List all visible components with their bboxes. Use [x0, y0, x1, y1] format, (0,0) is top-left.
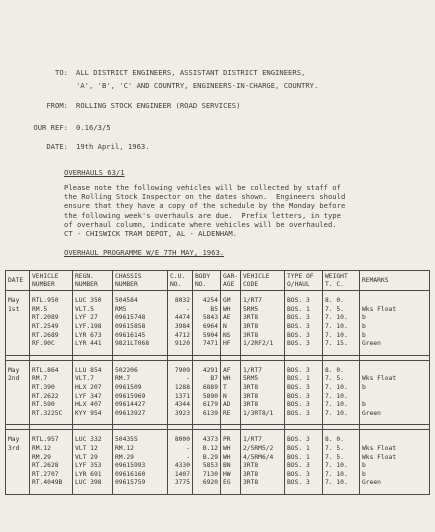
- col-header-body-no: BODY NO.: [193, 271, 221, 291]
- regn-number-value: LYR 691: [75, 470, 102, 478]
- cu-no-value: -: [186, 444, 190, 452]
- vehicle-code-cell: [241, 430, 285, 495]
- from-value: ROLLING STOCK ENGINEER (ROAD SERVICES): [76, 101, 241, 110]
- garage-value: EG: [223, 479, 231, 487]
- vehicle-number-value: RT.2628: [32, 462, 59, 470]
- type-of-ohaul-value: BOS. 3: [287, 297, 310, 305]
- vehicle-code-value: 3RT8: [243, 322, 259, 330]
- regn-number-value: LYF 347: [75, 392, 102, 400]
- garage-value: T: [223, 383, 227, 391]
- remarks-cell: [360, 430, 430, 495]
- garage-value: WH: [223, 444, 231, 452]
- date-text: May: [8, 436, 20, 444]
- vehicle-code-value: 3RT8: [243, 383, 259, 391]
- vehicle-number-value: RM.7: [32, 375, 48, 383]
- remarks-value: Green: [362, 409, 381, 417]
- vehicle-number-value: RT.4049B: [32, 479, 63, 487]
- chassis-number-value: 504355: [115, 436, 138, 444]
- date-cell: [6, 360, 30, 425]
- col-header-remarks: REMARKS: [360, 271, 430, 291]
- cu-no-value: 1371: [174, 392, 190, 400]
- cu-no-cell: [168, 360, 193, 425]
- date-label: DATE:: [46, 142, 68, 151]
- body-no-value: 5853: [202, 462, 218, 470]
- vehicle-number-value: RT.2689: [32, 331, 59, 339]
- regn-number-value: LYF.198: [75, 322, 102, 330]
- cu-no-value: 9120: [174, 340, 190, 348]
- vehicle-number-value: RT.2549: [32, 322, 59, 330]
- date-text: 3rd: [8, 444, 20, 452]
- garage-cell: [221, 430, 241, 495]
- notice-paragraph: [64, 183, 399, 238]
- notice-line: of overhaul column, indicate where vehicles will be overhauled.: [64, 219, 337, 229]
- regn-number-value: VLT 12: [75, 444, 98, 452]
- cu-no-value: -: [186, 375, 190, 383]
- vehicle-number-value: RM.12: [32, 444, 51, 452]
- col-header-vehicle-number: VEHICLE NUMBER: [30, 271, 73, 291]
- notice-line: ensure that they have a copy of the schedule by the Monday before: [64, 201, 346, 211]
- table-row-group: [6, 360, 430, 425]
- notice-line: the following week's overhauls are due. Prefix letters, in type: [64, 210, 341, 220]
- chassis-number-cell: [113, 430, 168, 495]
- type-of-ohaul-value: BOS. 1: [287, 305, 310, 313]
- table-row-group: [6, 430, 430, 495]
- body-no-value: 4373: [202, 436, 218, 444]
- cu-no-value: -: [186, 453, 190, 461]
- cu-no-value: 1407: [174, 470, 190, 478]
- vehicle-number-cell: [30, 291, 73, 356]
- col-header-type-of-ohaul: TYPE OF O/HAUL: [285, 271, 323, 291]
- body-no-value: 6964: [202, 322, 218, 330]
- body-no-value: 5904: [202, 331, 218, 339]
- vehicle-code-value: 3RT8: [243, 462, 259, 470]
- vehicle-number-value: RTL.957: [32, 436, 59, 444]
- chassis-number-value: 09615969: [115, 392, 146, 400]
- type-of-ohaul-value: BOS. 3: [287, 401, 310, 409]
- remarks-value: Wks Float: [362, 444, 397, 452]
- vehicle-code-value: 3RT8: [243, 331, 259, 339]
- weight-cell: [323, 430, 360, 495]
- chassis-number-cell: [113, 360, 168, 425]
- col-header-chassis-number: CHASSIS NUMBER: [113, 271, 168, 291]
- table-header-row: [6, 271, 430, 291]
- remarks-value: Wks Float: [362, 305, 397, 313]
- garage-value: AF: [223, 366, 231, 374]
- regn-number-value: HLX 407: [75, 401, 102, 409]
- type-of-ohaul-value: BOS. 3: [287, 314, 310, 322]
- type-of-ohaul-value: BOS. 3: [287, 409, 310, 417]
- notice-line: Please note the following vehicles will be collected by staff of: [64, 183, 341, 192]
- body-no-value: 6889: [202, 383, 218, 391]
- type-of-ohaul-value: BOS. 3: [287, 331, 310, 339]
- vehicle-code-value: 5RM5: [243, 375, 259, 383]
- chassis-number-value: 502206: [115, 366, 138, 374]
- remarks-value: Green: [362, 340, 381, 348]
- to-label: TO:: [55, 68, 68, 77]
- weight-cell: [323, 360, 360, 425]
- vehicle-number-value: RM.5: [32, 305, 48, 313]
- type-of-ohaul-cell: [285, 291, 323, 356]
- regn-number-value: LLU 854: [75, 366, 102, 374]
- schedule-body: [6, 291, 430, 495]
- body-no-value: B.29: [202, 453, 218, 461]
- type-of-ohaul-value: BOS. 3: [287, 479, 310, 487]
- regn-number-cell: [73, 360, 113, 425]
- weight-value: 8. 0.: [325, 297, 344, 305]
- vehicle-code-value: 3RT8: [243, 392, 259, 400]
- vehicle-code-value: 3RT8: [243, 401, 259, 409]
- vehicle-number-value: RM.29: [32, 453, 51, 461]
- type-of-ohaul-value: BOS. 3: [287, 392, 310, 400]
- type-of-ohaul-value: BOS. 1: [287, 444, 310, 452]
- regn-number-value: LUC 350: [75, 297, 102, 305]
- col-header-garage: GAR-AGE: [221, 271, 241, 291]
- body-no-value: 6179: [202, 401, 218, 409]
- remarks-value: b: [362, 331, 366, 339]
- cu-no-value: 1288: [174, 383, 190, 391]
- cu-no-value: 4344: [174, 401, 190, 409]
- weight-value: 7. 10.: [325, 470, 348, 478]
- remarks-value: b: [362, 322, 366, 330]
- body-no-value: 6139: [202, 409, 218, 417]
- garage-cell: [221, 291, 241, 356]
- regn-number-value: HLX 207: [75, 383, 102, 391]
- remarks-value: b: [362, 462, 366, 470]
- type-of-ohaul-value: BOS. 3: [287, 366, 310, 374]
- garage-value: GM: [223, 297, 231, 305]
- garage-value: AD: [223, 401, 231, 409]
- garage-value: N: [223, 392, 227, 400]
- type-of-ohaul-value: BOS. 3: [287, 322, 310, 330]
- programme-title: OVERHAUL PROGRAMME W/E 7TH MAY, 1963.: [64, 248, 225, 257]
- vehicle-code-value: 1/2RF2/1: [243, 340, 274, 348]
- from-label: FROM:: [46, 101, 68, 110]
- type-of-ohaul-value: BOS. 3: [287, 340, 310, 348]
- date-cell: [6, 430, 30, 495]
- notice-heading: OVERHAULS 63/1: [64, 168, 125, 177]
- remarks-value: b: [362, 383, 366, 391]
- vehicle-number-value: RT.390: [32, 383, 55, 391]
- vehicle-number-value: RT.3225C: [32, 409, 63, 417]
- weight-value: 7. 10.: [325, 314, 348, 322]
- cu-no-value: 7909: [174, 366, 190, 374]
- regn-number-value: VLT.5: [75, 305, 94, 313]
- vehicle-code-value: 3RT8: [243, 470, 259, 478]
- garage-value: WH: [223, 305, 231, 313]
- chassis-number-value: 09615748: [115, 314, 146, 322]
- date-text: May: [8, 366, 20, 374]
- remarks-value: b: [362, 401, 366, 409]
- garage-value: HW: [223, 470, 231, 478]
- regn-number-cell: [73, 430, 113, 495]
- body-no-cell: [193, 291, 221, 356]
- vehicle-code-value: 1/RT7: [243, 297, 262, 305]
- to-line-1: ALL DISTRICT ENGINEERS, ASSISTANT DISTRICT ENGINEERS,: [76, 68, 306, 77]
- vehicle-code-value: 1/RT7: [243, 436, 262, 444]
- remarks-value: Green: [362, 479, 381, 487]
- type-of-ohaul-value: BOS. 1: [287, 375, 310, 383]
- weight-value: 7. 10.: [325, 409, 348, 417]
- notice-line: CT - CHISWICK TRAM DEPOT, AL - ALDENHAM.: [64, 229, 238, 239]
- body-no-value: 7471: [202, 340, 218, 348]
- vehicle-number-cell: [30, 430, 73, 495]
- cu-no-value: 8000: [174, 436, 190, 444]
- garage-cell: [221, 360, 241, 425]
- body-no-cell: [193, 360, 221, 425]
- garage-value: HF: [223, 340, 231, 348]
- type-of-ohaul-value: BOS. 3: [287, 470, 310, 478]
- vehicle-number-value: RT.2707: [32, 470, 59, 478]
- chassis-number-value: RM5: [115, 305, 127, 313]
- cu-no-value: 3923: [174, 409, 190, 417]
- body-no-value: 5843: [202, 314, 218, 322]
- remarks-value: b: [362, 314, 366, 322]
- type-of-ohaul-cell: [285, 360, 323, 425]
- garage-value: PR: [223, 436, 231, 444]
- vehicle-code-value: 2/5RM5/2: [243, 444, 274, 452]
- cu-no-cell: [168, 291, 193, 356]
- vehicle-number-value: RTL.864: [32, 366, 59, 374]
- to-line-2: 'A', 'B', 'C' AND COUNTRY, ENGINEERS-IN-CHARGE, COUNTRY.: [76, 81, 319, 90]
- remarks-value: b: [362, 470, 366, 478]
- cu-no-value: 3984: [174, 322, 190, 330]
- garage-value: AE: [223, 314, 231, 322]
- regn-number-value: LUC 398: [75, 479, 102, 487]
- regn-number-value: VLT 29: [75, 453, 98, 461]
- weight-value: 8. 0.: [325, 436, 344, 444]
- weight-value: 7. 5.: [325, 305, 344, 313]
- regn-number-value: LYF 353: [75, 462, 102, 470]
- date-text: 2nd: [8, 375, 20, 383]
- weight-value: 7. 10.: [325, 383, 348, 391]
- ref-value: 0.16/3/5: [76, 123, 111, 132]
- chassis-number-value: 09615993: [115, 462, 146, 470]
- remarks-value: [362, 297, 427, 306]
- regn-number-cell: [73, 291, 113, 356]
- body-no-value: B5: [210, 305, 218, 313]
- overhaul-schedule-table: [5, 270, 430, 495]
- col-header-regn-number: REGN. NUMBER: [73, 271, 113, 291]
- vehicle-number-value: RTL.950: [32, 297, 59, 305]
- weight-value: 7. 10.: [325, 401, 348, 409]
- vehicle-code-cell: [241, 291, 285, 356]
- chassis-number-value: 504584: [115, 297, 138, 305]
- chassis-number-value: RM.29: [115, 453, 134, 461]
- weight-value: 7. 10.: [325, 392, 348, 400]
- vehicle-code-value: 1/RT7: [243, 366, 262, 374]
- col-header-vehicle-code: VEHICLE CODE: [241, 271, 285, 291]
- col-header-date: DATE: [6, 271, 30, 291]
- weight-value: 8. 0.: [325, 366, 344, 374]
- regn-number-value: VLT.7: [75, 375, 94, 383]
- body-no-value: B.12: [202, 444, 218, 452]
- remarks-cell: [360, 291, 430, 356]
- chassis-number-value: 09616160: [115, 470, 146, 478]
- col-header-weight: WEIGHT T. C.: [323, 271, 360, 291]
- cu-no-value: 4474: [174, 314, 190, 322]
- weight-cell: [323, 291, 360, 356]
- garage-value: WH: [223, 375, 231, 383]
- body-no-value: B7: [210, 375, 218, 383]
- type-of-ohaul-value: BOS. 3: [287, 462, 310, 470]
- weight-value: 7. 5.: [325, 453, 344, 461]
- chassis-number-value: 9821LT068: [115, 340, 150, 348]
- cu-no-value: -: [186, 305, 190, 313]
- vehicle-number-cell: [30, 360, 73, 425]
- table-row-group: [6, 291, 430, 356]
- garage-value: NS: [223, 331, 231, 339]
- vehicle-code-value: 5RM5: [243, 305, 259, 313]
- weight-value: 7. 10.: [325, 479, 348, 487]
- vehicle-code-cell: [241, 360, 285, 425]
- garage-value: RE: [223, 409, 231, 417]
- regn-number-value: LYF 27: [75, 314, 98, 322]
- cu-no-value: 4712: [174, 331, 190, 339]
- weight-value: 7. 5.: [325, 444, 344, 452]
- remarks-value: [362, 367, 427, 376]
- chassis-number-value: 09615759: [115, 479, 146, 487]
- vehicle-number-value: RT.2622: [32, 392, 59, 400]
- date-text: 1st: [8, 305, 20, 313]
- type-of-ohaul-cell: [285, 430, 323, 495]
- chassis-number-value: 0961509: [115, 383, 142, 391]
- weight-value: 7. 10.: [325, 462, 348, 470]
- regn-number-value: KYY 954: [75, 409, 102, 417]
- chassis-number-value: 09615858: [115, 322, 146, 330]
- weight-value: 7. 10.: [325, 331, 348, 339]
- weight-value: 7. 15.: [325, 340, 348, 348]
- cu-no-value: 3775: [174, 479, 190, 487]
- vehicle-number-value: RT.590: [32, 401, 55, 409]
- remarks-value: Wks Float: [362, 453, 397, 461]
- weight-value: 7. 5.: [325, 375, 344, 383]
- chassis-number-value: RM.7: [115, 375, 131, 383]
- body-no-value: 4291: [202, 366, 218, 374]
- cu-no-value: 4330: [174, 462, 190, 470]
- vehicle-code-value: 4/5RM6/4: [243, 453, 274, 461]
- weight-value: 7. 10.: [325, 322, 348, 330]
- type-of-ohaul-value: BOS. 3: [287, 383, 310, 391]
- chassis-number-value: RM.12: [115, 444, 134, 452]
- body-no-value: 7130: [202, 470, 218, 478]
- ref-label: OUR REF:: [33, 123, 68, 132]
- garage-value: N: [223, 322, 227, 330]
- body-no-value: 6920: [202, 479, 218, 487]
- type-of-ohaul-value: BOS. 1: [287, 453, 310, 461]
- cu-no-value: 8032: [174, 297, 190, 305]
- chassis-number-value: 09616145: [115, 331, 146, 339]
- notice-line: the Rolling Stock Inspector on the dates shown. Engineers should: [64, 192, 346, 202]
- vehicle-number-value: RT.2089: [32, 314, 59, 322]
- vehicle-code-value: 3RT8: [243, 314, 259, 322]
- vehicle-code-value: 1/3RT8/1: [243, 409, 274, 417]
- chassis-number-value: 09614427: [115, 401, 146, 409]
- garage-value: BN: [223, 462, 231, 470]
- remarks-value: [362, 393, 427, 402]
- chassis-number-value: 09613927: [115, 409, 146, 417]
- remarks-value: [362, 436, 427, 445]
- date-cell: [6, 291, 30, 356]
- date-value: 19th April, 1963.: [76, 142, 150, 151]
- vehicle-code-value: 3RT8: [243, 479, 259, 487]
- type-of-ohaul-value: BOS. 3: [287, 436, 310, 444]
- date-text: May: [8, 297, 20, 305]
- regn-number-value: LYR 441: [75, 340, 102, 348]
- remarks-value: Wks Float: [362, 375, 397, 383]
- col-header-cu-no: C.U. NO.: [168, 271, 193, 291]
- remarks-cell: [360, 360, 430, 425]
- vehicle-number-value: RF.90C: [32, 340, 55, 348]
- body-no-value: 5890: [202, 392, 218, 400]
- body-no-value: 4254: [202, 297, 218, 305]
- garage-value: WH: [223, 453, 231, 461]
- chassis-number-cell: [113, 291, 168, 356]
- cu-no-cell: [168, 430, 193, 495]
- regn-number-value: LUC 332: [75, 436, 102, 444]
- body-no-cell: [193, 430, 221, 495]
- regn-number-value: LYR 673: [75, 331, 102, 339]
